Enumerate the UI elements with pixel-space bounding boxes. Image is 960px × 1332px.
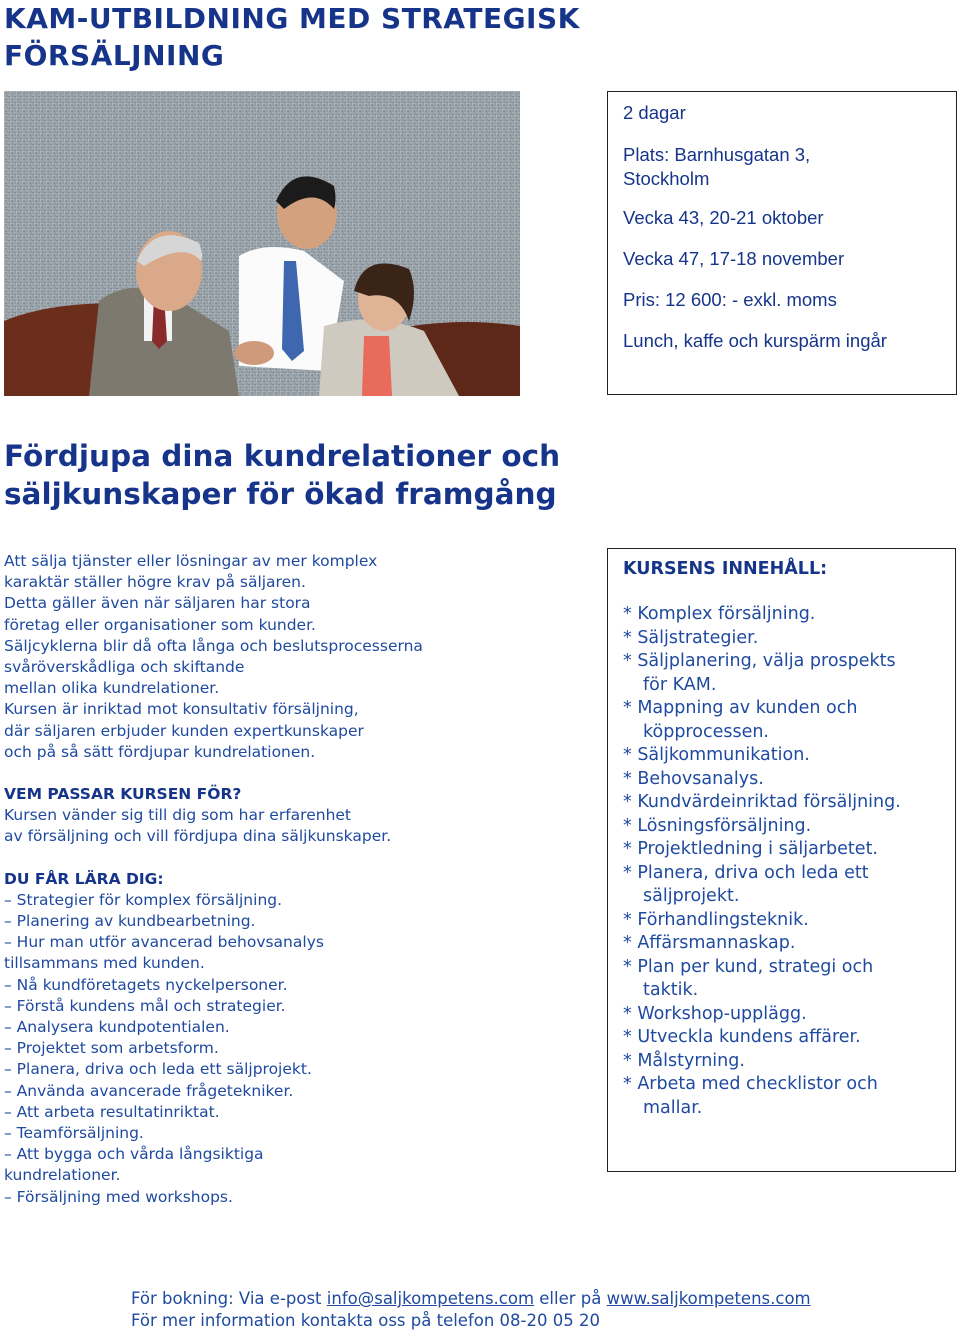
course-price: Pris: 12 600: - exkl. moms <box>623 289 837 310</box>
list-item: * Säljkommunikation. <box>623 745 810 765</box>
list-item: * Plan per kund, strategi och taktik. <box>623 956 874 1000</box>
contents-heading: KURSENS INNEHÅLL: <box>623 559 828 579</box>
intro-paragraph: Att sälja tjänster eller lösningar av mer komplex karaktär ställer högre krav på säljaren. Detta gäller även när säljaren har stora företag eller organisationer som kunder. Säljcyklerna blir då ofta långa och beslutsprocesserna svåröverskådliga och skiftande mellan olika kundrelationer. Kursen är inriktad mot konsultativ försäljning, där säljaren erbjuder kunden expertkunskaper och på så sätt fördjupar kundrelationen. <box>4 552 423 761</box>
list-item: * Målstyrning. <box>623 1050 745 1071</box>
list-item: * Planera, driva och leda ett säljprojekt. <box>623 862 869 906</box>
list-item: – Hur man utför avancerad behovsanalys tillsammans med kunden. <box>4 933 324 973</box>
course-contents-box <box>607 548 956 1172</box>
contents-list <box>623 603 955 1120</box>
list-item: * Arbeta med checklistor och mallar. <box>623 1074 878 1118</box>
list-item: * Behovsanalys. <box>623 768 764 789</box>
email-link[interactable]: info@saljkompetens.com <box>326 1289 535 1308</box>
list-item: * Säljplanering, välja prospekts för KAM. <box>623 651 896 695</box>
business-handshake-photo <box>4 91 520 396</box>
list-item: – Att bygga och vårda långsiktiga kundrelationer. <box>4 1145 264 1185</box>
course-date-1: Vecka 43, 20-21 oktober <box>623 207 824 228</box>
list-item: – Planera, driva och leda ett säljprojekt. <box>4 1060 312 1079</box>
list-item: * Säljstrategier. <box>623 627 759 648</box>
title-line-1: KAM-UTBILDNING MED STRATEGISK <box>4 2 580 35</box>
who-heading: VEM PASSAR KURSEN FÖR? <box>4 785 242 804</box>
list-item: * Kundvärdeinriktad försäljning. <box>623 792 901 812</box>
course-duration: 2 dagar <box>623 102 686 123</box>
list-item: * Workshop-upplägg. <box>623 1003 807 1024</box>
who-paragraph: Kursen vänder sig till dig som har erfarenhet av försäljning och vill fördjupa dina säljkunskaper. <box>4 806 392 846</box>
list-item: * Mappning av kunden och köpprocessen. <box>623 698 858 742</box>
subheading-line-2: säljkunskaper för ökad framgång <box>4 477 557 511</box>
title-line-2: FÖRSÄLJNING <box>4 39 225 72</box>
phone-line: För mer information kontakta oss på telefon 08-20 05 20 <box>131 1310 600 1330</box>
website-link[interactable]: www.saljkompetens.com <box>606 1289 811 1308</box>
list-item: – Nå kundföretagets nyckelpersoner. <box>4 975 288 994</box>
course-included: Lunch, kaffe och kurspärm ingår <box>623 330 887 351</box>
list-item: – Teamförsäljning. <box>4 1124 144 1143</box>
list-item: * Förhandlingsteknik. <box>623 909 809 930</box>
list-item: * Lösningsförsäljning. <box>623 815 812 836</box>
list-item: * Utveckla kundens affärer. <box>623 1027 861 1047</box>
section-heading <box>4 437 604 513</box>
course-info-box <box>607 91 957 395</box>
list-item: – Använda avancerade frågetekniker. <box>4 1081 294 1100</box>
booking-prefix: För bokning: Via e-post <box>131 1289 327 1308</box>
course-description <box>4 551 594 1208</box>
list-item: – Förstå kundens mål och strategier. <box>4 996 286 1015</box>
list-item: – Planering av kundbearbetning. <box>4 912 256 931</box>
course-date-2: Vecka 47, 17-18 november <box>623 248 845 269</box>
booking-middle: eller på <box>534 1289 607 1308</box>
learn-list <box>4 890 594 1208</box>
list-item: – Analysera kundpotentialen. <box>4 1018 230 1037</box>
list-item: * Affärsmannaskap. <box>623 933 796 953</box>
booking-line <box>131 1288 931 1310</box>
list-item: * Projektledning i säljarbetet. <box>623 839 878 859</box>
booking-footer <box>131 1288 931 1331</box>
subheading-line-1: Fördjupa dina kundrelationer och <box>4 439 561 473</box>
course-location: Plats: Barnhusgatan 3, Stockholm <box>623 144 811 189</box>
list-item: – Strategier för komplex försäljning. <box>4 890 283 909</box>
list-item: – Försäljning med workshops. <box>4 1187 233 1206</box>
page-title <box>4 0 764 74</box>
learn-heading: DU FÅR LÄRA DIG: <box>4 869 164 888</box>
list-item: – Projektet som arbetsform. <box>4 1039 219 1058</box>
list-item: – Att arbeta resultatinriktat. <box>4 1102 220 1121</box>
list-item: * Komplex försäljning. <box>623 604 816 624</box>
